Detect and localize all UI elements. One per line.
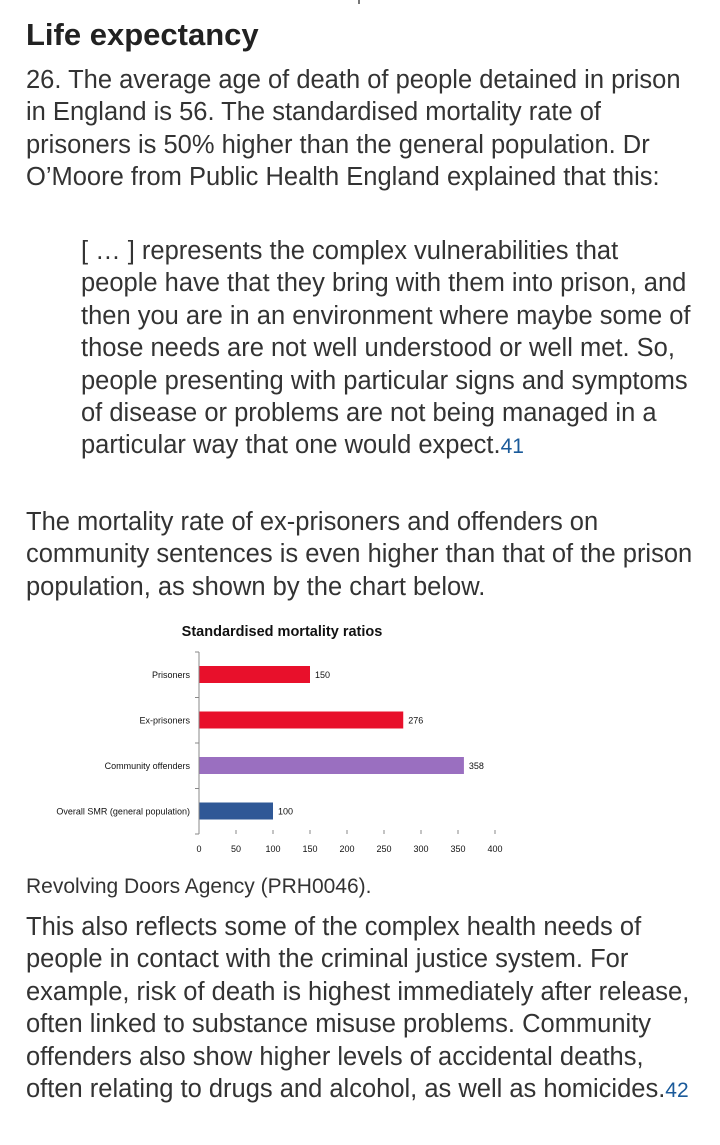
chart-source: Revolving Doors Agency (PRH0046). [26,875,372,898]
category-label-2: Ex-prisoners [139,715,190,726]
x-tick-label-400: 400 [487,844,503,854]
x-tick-label-100: 100 [265,844,281,854]
footnote-link-42[interactable]: 42 [665,1079,689,1103]
value-label-2: 276 [408,715,424,726]
x-tick-label-200: 200 [339,844,355,854]
x-tick-label-350: 350 [450,844,466,854]
category-label-1: Prisoners [151,670,190,680]
paragraph-26-text: 26. The average age of death of people detained in prison in England is 56. The standardised mortality rate of prisoners is 50% higher than the general population. Dr O’Moore from Public Health England explained that this: [26,66,681,192]
bar-1 [199,666,310,683]
page-top-mark [358,0,360,4]
bar-3 [199,757,464,774]
bar-2 [199,712,403,729]
block-quote-text: [ … ] represents the complex vulnerabilities that people have that they bring with them into prison, and then you are in an environment where maybe some of those needs are not well understood or well met. So, people presenting with particular signs and symptoms of disease or problems are not being managed in a particular way that one would expect. [81,237,691,460]
bar-4 [199,803,273,820]
footnote-link-41[interactable]: 41 [500,435,524,459]
x-tick-label-250: 250 [376,844,392,854]
paragraph-health-needs-text: This also reflects some of the complex health needs of people in contact with the criminal justice system. For example, risk of death is highest immediately after release, often linked to substance misuse problems. Community offenders also show higher levels of accidental deaths, often relating to drugs and alcohol, as well as homicides. [26,913,690,1104]
x-tick-label-150: 150 [302,844,318,854]
chart-plot-area [56,652,502,854]
paragraph-chart-intro [26,506,706,603]
section-heading: Life expectancy [26,17,259,52]
category-label-4: Overall SMR (general population) [56,806,190,817]
paragraph-26 [26,64,706,194]
x-tick-label-300: 300 [413,844,429,854]
value-label-1: 150 [315,670,331,680]
chart-title: Standardised mortality ratios [181,624,383,640]
value-label-3: 358 [468,761,484,771]
x-tick-label-50: 50 [230,844,242,854]
mortality-chart [0,612,720,862]
paragraph-chart-intro-text: The mortality rate of ex-prisoners and offenders on community sentences is even higher than that of the prison population, as shown by the chart below. [26,508,693,601]
value-label-4: 100 [278,806,294,817]
block-quote [81,235,701,464]
x-tick-label-0: 0 [196,844,202,854]
paragraph-health-needs [26,911,706,1107]
category-label-3: Community offenders [104,761,190,771]
